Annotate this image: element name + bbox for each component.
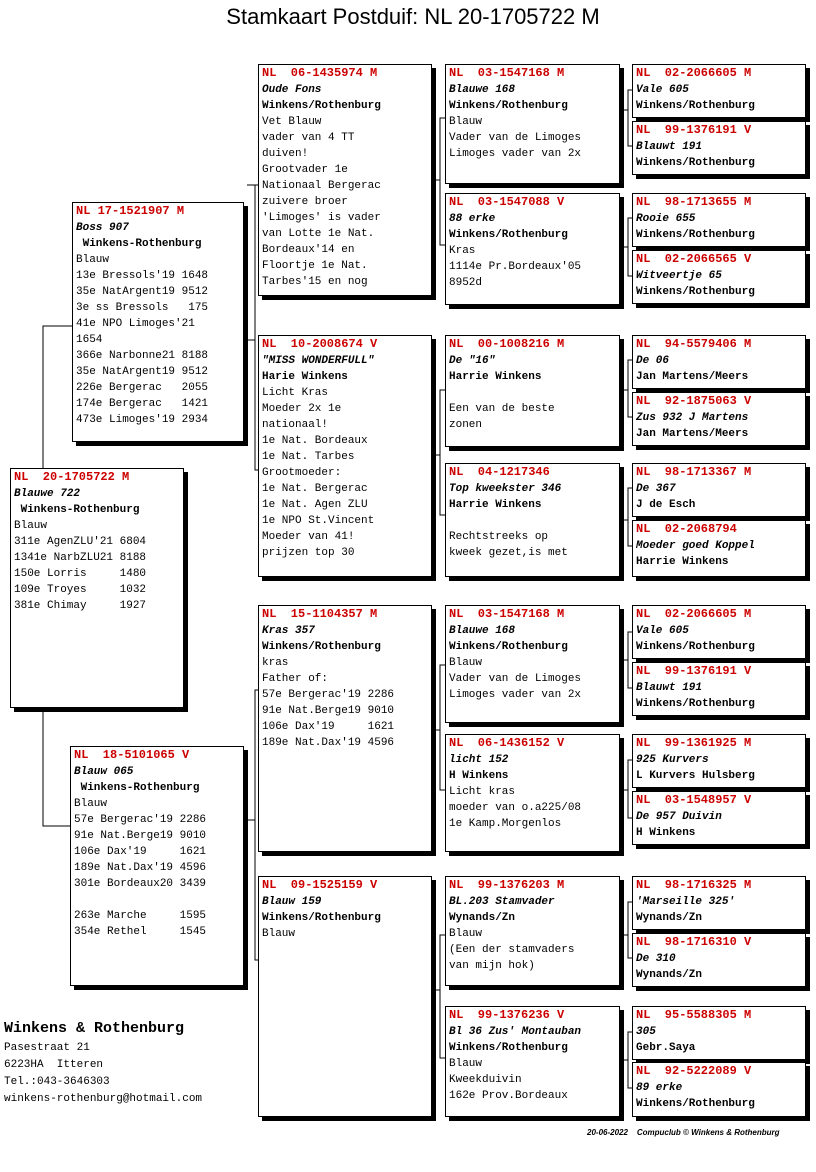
info-line: Nationaal Bergerac: [262, 180, 381, 192]
ring-number: NL 98-1713367 M: [636, 465, 752, 479]
pigeon-name: Blauw 065: [74, 766, 134, 778]
breeder: Winkens/Rothenburg: [262, 100, 381, 112]
info-line: 106e Dax'19 1621: [262, 721, 395, 733]
info-line: 35e NatArgent19 9512: [76, 286, 209, 298]
info-line: Blauw: [14, 520, 48, 532]
ring-number: NL 10-2008674 V: [262, 337, 378, 351]
pigeon-name: Blauwt 191: [636, 682, 703, 694]
info-line: Kras: [449, 245, 476, 257]
info-line: 91e Nat.Berge19 9010: [262, 705, 395, 717]
info-line: Licht Kras: [262, 387, 329, 399]
grandparent-card: [258, 64, 432, 296]
info-line: zonen: [449, 419, 483, 431]
ancestor-card: [632, 520, 806, 577]
footer-credit: 20-06-2022 Compuclub © Winkens & Rothenburg: [587, 1128, 780, 1137]
breeder: Winkens/Rothenburg: [449, 100, 568, 112]
great-grandparent-card: [445, 463, 620, 577]
ancestor-card: [632, 734, 806, 788]
breeder: Winkens/Rothenburg: [636, 286, 755, 298]
info-line: Moeder van 41!: [262, 531, 355, 543]
pigeon-name: De 310: [636, 953, 676, 965]
breeder: H Winkens: [636, 827, 696, 839]
info-line: Moeder 2x 1e: [262, 403, 342, 415]
pigeon-name: Boss 907: [76, 222, 129, 234]
info-line: Kweekduivin: [449, 1074, 522, 1086]
info-line: 189e Nat.Dax'19 4596: [74, 862, 207, 874]
breeder: Winkens/Rothenburg: [636, 229, 755, 241]
info-line: 366e Narbonne21 8188: [76, 350, 209, 362]
info-line: Een van de beste: [449, 403, 555, 415]
ring-number: NL 06-1435974 M: [262, 66, 378, 80]
pigeon-name: 305: [636, 1026, 656, 1038]
ancestor-card: [632, 64, 806, 118]
pigeon-name: Moeder goed Koppel: [636, 540, 755, 552]
breeder: Winkens/Rothenburg: [636, 100, 755, 112]
pigeon-name: Vale 605: [636, 625, 689, 637]
ring-number: NL 09-1525159 V: [262, 878, 378, 892]
info-line: 354e Rethel 1545: [74, 926, 207, 938]
info-line: Limoges vader van 2x: [449, 148, 582, 160]
info-line: zuivere broer: [262, 196, 348, 208]
info-line: 150e Lorris 1480: [14, 568, 147, 580]
info-line: Blauw: [74, 798, 108, 810]
ring-number: NL 98-1716325 M: [636, 878, 752, 892]
grandparent-card: [258, 605, 432, 852]
ring-number: NL 03-1548957 V: [636, 793, 752, 807]
ancestor-card: [632, 605, 806, 659]
grandparent-card: [258, 876, 432, 1117]
breeder: Winkens-Rothenburg: [74, 782, 200, 794]
breeder: Jan Martens/Meers: [636, 371, 749, 383]
info-line: 1341e NarbZLU21 8188: [14, 552, 147, 564]
ring-number: NL 99-1376191 V: [636, 123, 752, 137]
info-line: 473e Limoges'19 2934: [76, 414, 209, 426]
ring-number: NL 02-2066605 M: [636, 66, 752, 80]
info-line: Grootvader 1e: [262, 164, 348, 176]
ancestor-card: [632, 791, 806, 845]
info-line: 1654: [76, 334, 103, 346]
breeder: Wynands/Zn: [636, 969, 703, 981]
breeder: Gebr.Saya: [636, 1042, 696, 1054]
ancestor-card: [632, 193, 806, 247]
info-line: 1e Kamp.Morgenlos: [449, 818, 562, 830]
great-grandparent-card: [445, 193, 620, 305]
great-grandparent-card: [445, 335, 620, 447]
info-line: 57e Bergerac'19 2286: [74, 814, 207, 826]
ring-number: NL 20-1705722 M: [14, 470, 130, 484]
great-grandparent-card: [445, 734, 620, 852]
breeder: Winkens/Rothenburg: [449, 229, 568, 241]
info-line: Vader van de Limoges: [449, 673, 582, 685]
info-line: 1114e Pr.Bordeaux'05: [449, 261, 582, 273]
ancestor-card: [632, 876, 806, 930]
ring-number: NL 03-1547168 M: [449, 66, 565, 80]
pigeon-name: Kras 357: [262, 625, 315, 637]
info-line: [449, 513, 616, 529]
owner-email: winkens-rothenburg@hotmail.com: [4, 1093, 203, 1105]
info-line: nationaal!: [262, 419, 329, 431]
info-line: Blauw: [449, 116, 483, 128]
ring-number: NL 03-1547168 M: [449, 607, 565, 621]
info-line: 13e Bressols'19 1648: [76, 270, 209, 282]
father-card: [72, 202, 244, 442]
ring-number: NL 02-2066605 M: [636, 607, 752, 621]
info-line: 263e Marche 1595: [74, 910, 207, 922]
pigeon-name: Blauwe 168: [449, 84, 516, 96]
ring-number: NL 94-5579406 M: [636, 337, 752, 351]
info-line: 91e Nat.Berge19 9010: [74, 830, 207, 842]
great-grandparent-card: [445, 876, 620, 986]
info-line: 1e NPO St.Vincent: [262, 515, 375, 527]
ring-number: NL 92-5222089 V: [636, 1064, 752, 1078]
ring-number: NL 00-1008216 M: [449, 337, 565, 351]
info-line: Rechtstreeks op: [449, 531, 549, 543]
pigeon-name: Blauw 159: [262, 896, 322, 908]
info-line: (Een der stamvaders: [449, 944, 575, 956]
ring-number: NL 17-1521907 M: [76, 204, 185, 218]
pigeon-name: Rooie 655: [636, 213, 696, 225]
pigeon-name: 'Marseille 325': [636, 896, 736, 908]
info-line: Floortje 1e Nat.: [262, 260, 368, 272]
pigeon-name: BL.203 Stamvader: [449, 896, 555, 908]
pigeon-name: Blauwt 191: [636, 141, 703, 153]
ring-number: NL 98-1716310 V: [636, 935, 752, 949]
info-line: Vet Blauw: [262, 116, 322, 128]
info-line: 1e Nat. Tarbes: [262, 451, 355, 463]
ancestor-card: [632, 1006, 806, 1060]
ancestor-card: [632, 1062, 806, 1117]
breeder: Winkens/Rothenburg: [636, 698, 755, 710]
owner-street: Pasestraat 21: [4, 1042, 90, 1054]
ancestor-card: [632, 463, 806, 517]
pigeon-name: De 957 Duivin: [636, 811, 722, 823]
info-line: prijzen top 30: [262, 547, 355, 559]
info-line: Grootmoeder:: [262, 467, 342, 479]
breeder: Winkens/Rothenburg: [449, 641, 568, 653]
ring-number: NL 99-1376191 V: [636, 664, 752, 678]
owner-phone: Tel.:043-3646303: [4, 1076, 110, 1088]
ring-number: NL 18-5101065 V: [74, 748, 190, 762]
breeder: H Winkens: [449, 770, 509, 782]
info-line: 57e Bergerac'19 2286: [262, 689, 395, 701]
info-line: 381e Chimay 1927: [14, 600, 147, 612]
mother-card: [70, 746, 244, 986]
pigeon-name: Top kweekster 346: [449, 483, 562, 495]
great-grandparent-card: [445, 1006, 620, 1117]
breeder: Wynands/Zn: [636, 912, 703, 924]
pigeon-name: Zus 932 J Martens: [636, 412, 749, 424]
info-line: duiven!: [262, 148, 309, 160]
pigeon-name: Witveertje 65: [636, 270, 722, 282]
ring-number: NL 98-1713655 M: [636, 195, 752, 209]
info-line: 8952d: [449, 277, 483, 289]
breeder: Harrie Winkens: [449, 371, 542, 383]
info-line: 162e Prov.Bordeaux: [449, 1090, 568, 1102]
ring-number: NL 99-1376236 V: [449, 1008, 565, 1022]
owner-info: [4, 1018, 202, 1108]
owner-name: Winkens & Rothenburg: [4, 1020, 185, 1037]
info-line: 1e Nat. Bordeaux: [262, 435, 368, 447]
info-line: 1e Nat. Bergerac: [262, 483, 368, 495]
breeder: Winkens/Rothenburg: [636, 641, 755, 653]
ring-number: NL 03-1547088 V: [449, 195, 565, 209]
pigeon-name: 88 erke: [449, 213, 496, 225]
subject-pigeon-card: [10, 468, 184, 708]
info-line: Vader van de Limoges: [449, 132, 582, 144]
pigeon-name: Vale 605: [636, 84, 689, 96]
breeder: Jan Martens/Meers: [636, 428, 749, 440]
info-line: Blauw: [449, 657, 483, 669]
pigeon-name: Oude Fons: [262, 84, 322, 96]
info-line: Tarbes'15 en nog: [262, 276, 368, 288]
ancestor-card: [632, 662, 806, 716]
breeder: J de Esch: [636, 499, 696, 511]
info-line: 41e NPO Limoges'21: [76, 318, 195, 330]
breeder: Winkens-Rothenburg: [14, 504, 140, 516]
info-line: vader van 4 TT: [262, 132, 355, 144]
info-line: kweek gezet,is met: [449, 547, 568, 559]
info-line: Bordeaux'14 en: [262, 244, 355, 256]
info-line: [74, 892, 240, 908]
ring-number: NL 15-1104357 M: [262, 607, 378, 621]
grandparent-card: [258, 335, 432, 577]
info-line: Licht kras: [449, 786, 516, 798]
info-line: 35e NatArgent19 9512: [76, 366, 209, 378]
info-line: 174e Bergerac 1421: [76, 398, 209, 410]
breeder: Winkens/Rothenburg: [262, 912, 381, 924]
breeder: Winkens/Rothenburg: [636, 1098, 755, 1110]
ring-number: NL 99-1361925 M: [636, 736, 752, 750]
info-line: Blauw: [449, 1058, 483, 1070]
pigeon-name: Blauwe 168: [449, 625, 516, 637]
breeder: Harrie Winkens: [449, 499, 542, 511]
page-title: Stamkaart Postduif: NL 20-1705722 M: [226, 4, 600, 29]
pigeon-name: licht 152: [449, 754, 509, 766]
info-line: 189e Nat.Dax'19 4596: [262, 737, 395, 749]
breeder: Winkens/Rothenburg: [262, 641, 381, 653]
ring-number: NL 04-1217346: [449, 465, 550, 479]
ancestor-card: [632, 392, 806, 446]
info-line: [449, 385, 616, 401]
ring-number: NL 92-1875063 V: [636, 394, 752, 408]
info-line: van Lotte 1e Nat.: [262, 228, 375, 240]
breeder: Harrie Winkens: [636, 556, 729, 568]
great-grandparent-card: [445, 64, 620, 184]
info-line: Father of:: [262, 673, 329, 685]
info-line: Blauw: [449, 928, 483, 940]
pigeon-name: Blauwe 722: [14, 488, 81, 500]
ring-number: NL 99-1376203 M: [449, 878, 565, 892]
info-line: 1e Nat. Agen ZLU: [262, 499, 368, 511]
info-line: 301e Bordeaux20 3439: [74, 878, 207, 890]
breeder: Harie Winkens: [262, 371, 348, 383]
pigeon-name: 89 erke: [636, 1082, 683, 1094]
breeder: Winkens/Rothenburg: [636, 157, 755, 169]
info-line: Blauw: [76, 254, 110, 266]
ancestor-card: [632, 335, 806, 389]
info-line: Blauw: [262, 928, 296, 940]
info-line: 311e AgenZLU'21 6804: [14, 536, 147, 548]
pigeon-name: Bl 36 Zus' Montauban: [449, 1026, 582, 1038]
great-grandparent-card: [445, 605, 620, 723]
pigeon-name: De 06: [636, 355, 670, 367]
pigeon-name: 925 Kurvers: [636, 754, 709, 766]
info-line: kras: [262, 657, 289, 669]
ring-number: NL 95-5588305 M: [636, 1008, 752, 1022]
info-line: 'Limoges' is vader: [262, 212, 381, 224]
breeder: Wynands/Zn: [449, 912, 516, 924]
breeder: L Kurvers Hulsberg: [636, 770, 755, 782]
pigeon-name: De 367: [636, 483, 676, 495]
ancestor-card: [632, 933, 806, 987]
breeder: Winkens-Rothenburg: [76, 238, 202, 250]
breeder: Winkens/Rothenburg: [449, 1042, 568, 1054]
pigeon-name: "MISS WONDERFULL": [262, 355, 375, 367]
info-line: 109e Troyes 1032: [14, 584, 147, 596]
owner-city: 6223HA Itteren: [4, 1059, 104, 1071]
info-line: 3e ss Bressols 175: [76, 302, 209, 314]
info-line: Limoges vader van 2x: [449, 689, 582, 701]
info-line: moeder van o.a225/08: [449, 802, 582, 814]
ring-number: NL 02-2068794: [636, 522, 737, 536]
ring-number: NL 02-2066565 V: [636, 252, 752, 266]
pigeon-name: De "16": [449, 355, 496, 367]
ancestor-card: [632, 250, 806, 304]
info-line: van mijn hok): [449, 960, 535, 972]
ancestor-card: [632, 121, 806, 175]
info-line: 106e Dax'19 1621: [74, 846, 207, 858]
ring-number: NL 06-1436152 V: [449, 736, 565, 750]
info-line: 226e Bergerac 2055: [76, 382, 209, 394]
